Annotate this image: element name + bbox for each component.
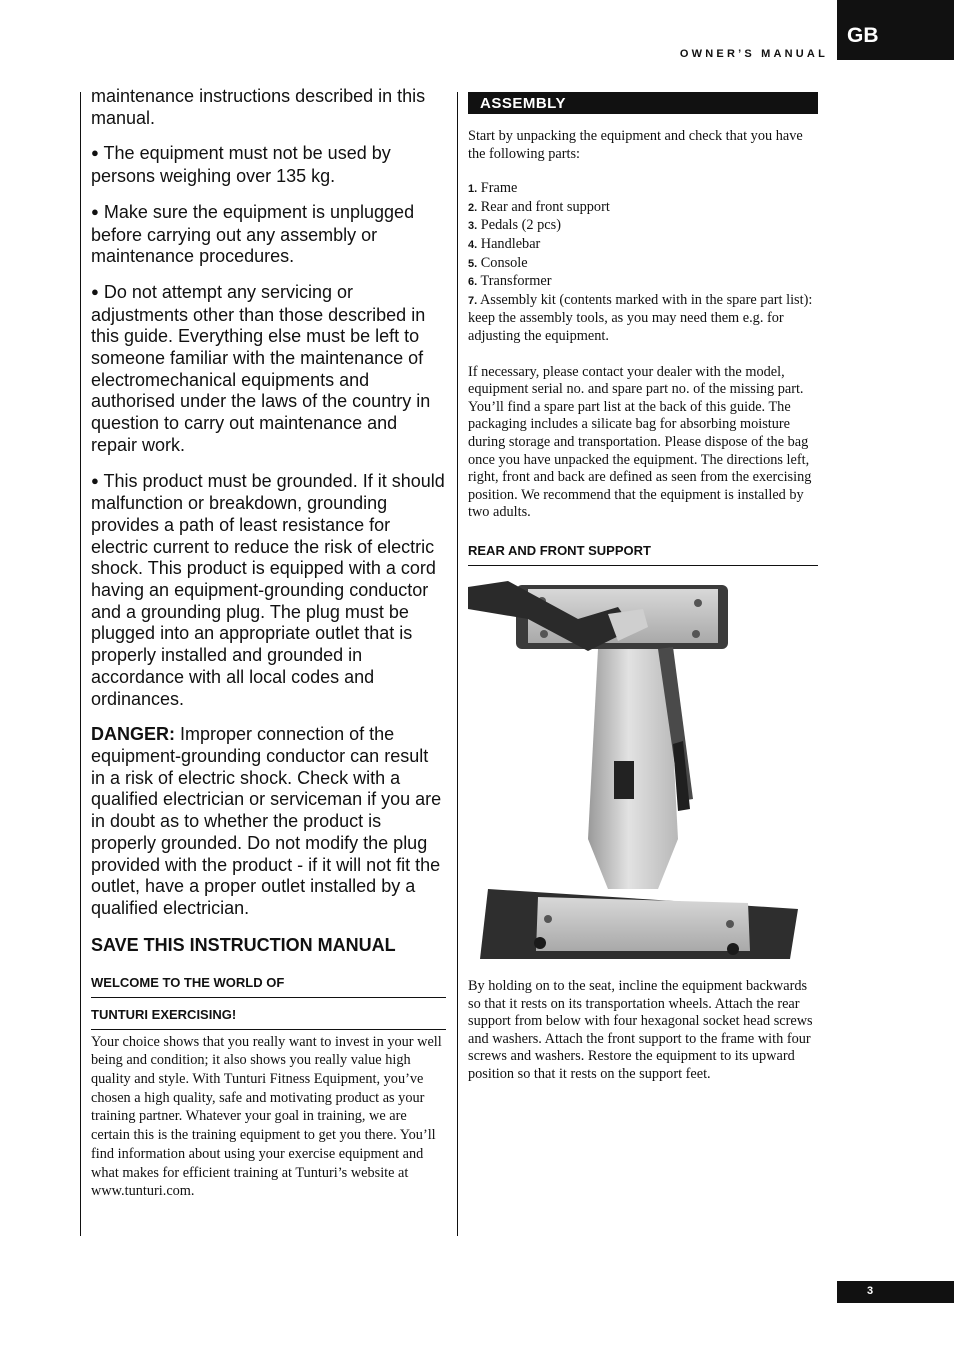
support-heading: REAR AND FRONT SUPPORT [468,543,818,566]
list-item [468,217,818,236]
assembly-title: ASSEMBLY [480,95,566,112]
list-item [468,236,818,255]
safety-bullet [91,202,446,268]
part-text: Rear and front support [480,198,610,215]
support-text: By holding on to the seat, incline the equipment backwards so that it rests on its transportation wheels. Attach the rear support from below with four hexagonal socket head screws and washers. Attach the front support to the frame with four screws and washers. Restore the equipment to its upward position so that it rests on the support feet. [468,978,813,1082]
assembly-photo [468,579,818,961]
part-text: Handlebar [480,235,541,252]
welcome-heading-2: TUNTURI EXERCISING! [91,1007,446,1030]
safety-bullet [91,471,446,711]
bullet-text: The equipment must not be used by persons weighing over 135 kg. [91,143,391,187]
bullet-icon: ● [91,145,99,161]
safety-bullet [91,143,446,187]
part-text: Transformer [480,273,552,290]
list-item [468,292,818,346]
bullet-text: Do not attempt any servicing or adjustments other than those described in this guide. Everything else must be left to someone familiar with the maintenance of electromechanical equipments and authorised under the laws of the country in question to carry out maintenance and repair work. [91,281,431,455]
bullet-icon: ● [91,472,99,488]
dealer-text: If necessary, please contact your dealer with the model, equipment serial no. and spare part no. of the missing part. You’ll find a spare part list at the back of this guide. The packaging includes a silicate bag for absorbing moisture during storage and transportation. Please dispose of the bag once you have unpacked the equipment. The directions left, right, front and back are defined as seen from the exercising position. We recommend that the equipment is installed by two adults. [468,363,812,521]
page-number-tab [837,1281,954,1303]
parts-list [468,180,818,345]
save-manual-title: SAVE THIS INSTRUCTION MANUAL [91,934,396,955]
part-text: Console [480,254,528,271]
part-text: Frame [480,180,518,197]
part-number: 7. [468,294,478,307]
list-item [468,255,818,274]
list-item [468,180,818,199]
welcome-heading-1: WELCOME TO THE WORLD OF [91,975,446,998]
part-number: 6. [468,276,478,289]
bullet-text: Make sure the equipment is unplugged before carrying out any assembly or maintenance procedures. [91,201,415,267]
list-item [468,273,818,292]
middle-column-rule [457,92,458,1236]
part-number: 3. [468,220,478,233]
part-number: 4. [468,238,478,251]
welcome-text: Your choice shows that you really want to invest in your well being and condition; it also shows you really value high quality and style. With Tunturi Fitness Equipment, you’ve chosen a high quality, safe and motivating product as your training partner. Whatever your goal in training, we are certain this is the training equipment to get you there. You’ll find information about using your exercise equipment and what makes for efficient training at Tunturi’s website at www.tunturi.com. [91,1033,442,1200]
left-column [91,86,446,1201]
bullet-text: This product must be grounded. If it should malfunction or breakdown, grounding provides a path of least resistance for electric current to reduce the risk of electric shock. This product is equipped with a cord having an equipment-grounding conductor and a grounding plug. The plug must be plugged into an appropriate outlet that is properly installed and grounded in accordance with all local codes and ordinances. [91,470,445,709]
danger-label: DANGER: [91,724,175,745]
bullet-icon: ● [91,283,99,299]
list-item [468,199,818,218]
language-label: GB [847,24,879,47]
safety-bullet [91,282,446,457]
manual-label: OWNER’S MANUAL [679,48,828,60]
part-number: 5. [468,257,478,270]
part-text: Assembly kit (contents marked with in the spare part list): keep the assembly tools, as you may need them e.g. for adjusting the equipment. [468,291,813,344]
danger-text: Improper connection of the equipment-grounding conductor can result in a risk of electric shock. Check with a qualified electrician or serviceman if you are in doubt as to whether the product is properly grounded. Do not modify the plug provided with the product - if it will not fit the outlet, have a proper outlet installed by a qualified electrician. [91,724,442,918]
page-number: 3 [867,1285,874,1297]
left-column-rule [80,92,81,1236]
unpack-text: Start by unpacking the equipment and check that you have the following parts: [468,128,803,162]
part-text: Pedals (2 pcs) [480,217,561,234]
bullet-icon: ● [91,203,99,219]
part-number: 1. [468,183,478,196]
right-column [468,92,818,566]
language-tab [837,0,954,60]
intro-continuation: maintenance instructions described in this manual. [91,86,426,128]
part-number: 2. [468,201,478,214]
assembly-title-bar [468,92,818,114]
danger-paragraph [91,724,446,919]
